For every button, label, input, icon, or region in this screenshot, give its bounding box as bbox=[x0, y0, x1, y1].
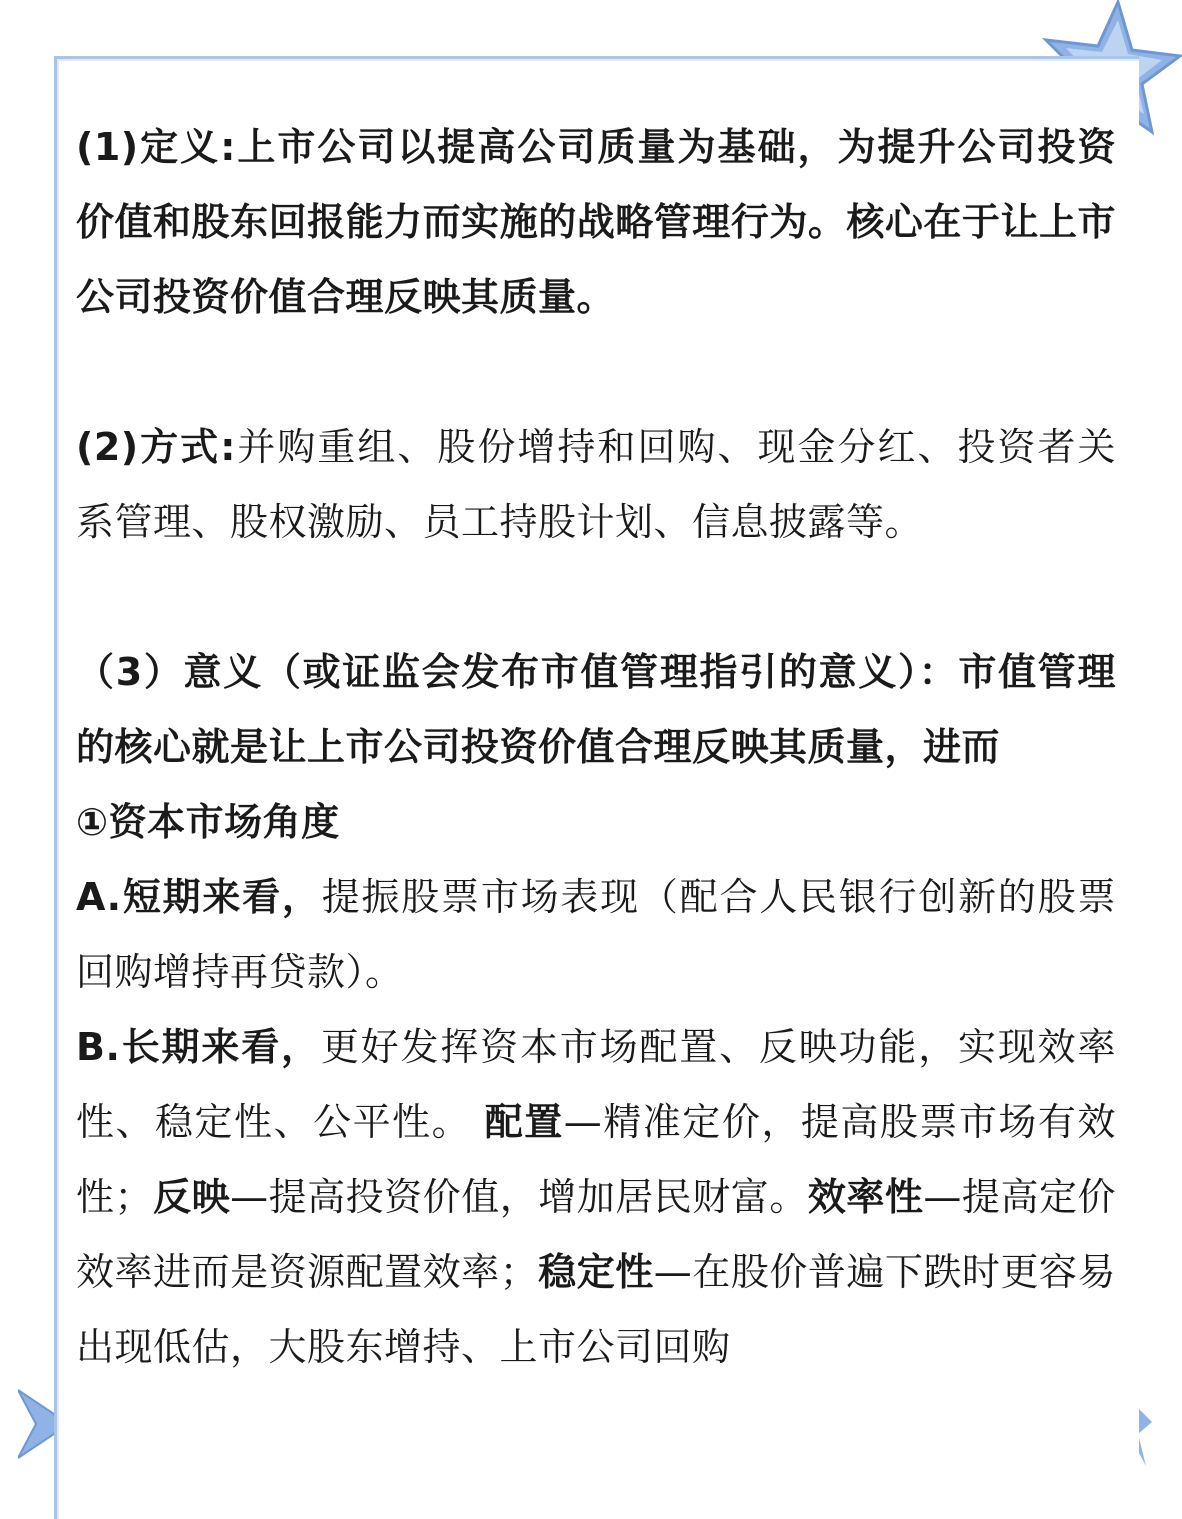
term-fanying: 反映 bbox=[153, 1175, 231, 1219]
section-methods bbox=[76, 410, 1116, 560]
methods-label: (2)方式: bbox=[76, 425, 236, 469]
text-wending: —在股价普遍下跌时更容易出现低估，大股东增持、上市公司回购 bbox=[76, 1250, 1116, 1369]
term-xiaolv: 效率性 bbox=[807, 1175, 924, 1219]
text-xiaolv: —提高定价效率进而是资源配置效率； bbox=[76, 1175, 1116, 1294]
term-wending: 稳定性 bbox=[538, 1250, 654, 1294]
methods-text: 并购重组、股份增持和回购、现金分红、投资者关系管理、股权激励、员工持股计划、信息披露等。 bbox=[76, 425, 1116, 544]
text-peizhi: —精准定价，提高股票市场有效性； bbox=[76, 1100, 1116, 1219]
point-b-label: B.长期来看， bbox=[76, 1025, 321, 1069]
star-decoration-icon bbox=[18, 1384, 58, 1464]
text-fanying: —提高投资价值，增加居民财富。 bbox=[230, 1175, 808, 1219]
capital-market-label: ①资本市场角度 bbox=[76, 800, 340, 844]
significance-heading: （3）意义（或证监会发布市值管理指引的意义）：市值管理的核心就是让上市公司投资价值合理反映其质量，进而 bbox=[76, 650, 1116, 769]
point-a bbox=[76, 860, 1116, 1010]
definition-text: (1)定义:上市公司以提高公司质量为基础，为提升公司投资价值和股东回报能力而实施的战略管理行为。核心在于让上市公司投资价值合理反映其质量。 bbox=[76, 125, 1116, 319]
point-b-text: 更好发挥资本市场配置、反映功能，实现效率性、稳定性、公平性。 bbox=[76, 1025, 1116, 1144]
section-definition bbox=[76, 110, 1116, 335]
point-a-label: A.短期来看， bbox=[76, 875, 322, 919]
document-body bbox=[76, 110, 1116, 1385]
section-significance-heading bbox=[76, 635, 1116, 785]
point-a-text: 提振股票市场表现（配合人民银行创新的股票回购增持再贷款）。 bbox=[76, 875, 1116, 994]
capital-market-heading bbox=[76, 785, 1116, 860]
term-peizhi: 配置 bbox=[484, 1100, 564, 1144]
point-b bbox=[76, 1010, 1116, 1385]
